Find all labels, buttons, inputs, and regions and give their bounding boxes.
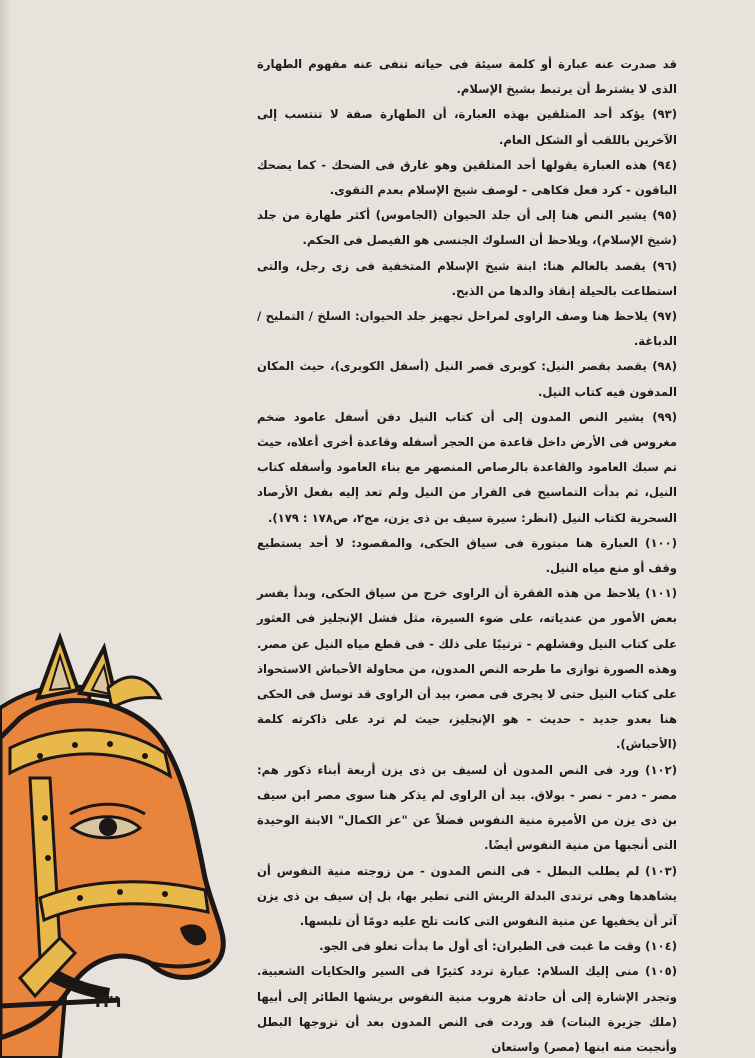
footnote-96: (٩٦) يقصد بالعالم هنا: ابنة شيخ الإسلام المتخفية فى زى رجل، والتى استطاعت بالحيلة إنقاذ والدها من الذبح. bbox=[257, 258, 677, 298]
footnote-98: (٩٨) يقصد بقصر النيل: كوبرى قصر النيل (أسفل الكوبرى)، حيث المكان المدفون فيه كتاب النيل. bbox=[257, 359, 677, 399]
footnote-94: (٩٤) هذه العبارة يقولها أحد المتلقين وهو غارق فى الضحك - كما يضحك الباقون - كرد فعل فكاهى - لوصف شيخ الإسلام بعدم التقوى. bbox=[257, 157, 677, 198]
footnote-95: (٩٥) يشير النص هنا إلى أن جلد الحيوان (الجاموس) أكثر طهارة من جلد (شيخ الإسلام)، ويلاحظ أن السلوك الجنسى هو الفيصل فى الحكم. bbox=[257, 208, 677, 248]
footnote-105: (١٠٥) منى إليك السلام: عبارة تردد كثيرًا فى السير والحكايات الشعبية. وتجدر الإشارة إلى أن حادثة هروب منية النفوس بريشها الطائر إلى أبيها (ملك جزيرة البنات) قد وردت فى النص المدون بعد أن تزوجها البطل وأنجبت منه ابنها (مصر) واستعان bbox=[257, 964, 677, 1054]
page-number: ١٣١ bbox=[92, 992, 124, 1012]
footnote-101: (١٠١) يلاحظ من هذه الفقرة أن الراوى خرج من سياق الحكى، وبدأ يفسر بعض الأمور من عندياته، على ضوء السيرة، مثل فشل الإنجليز فى العثور على كتاب النيل وفشلهم - ترتيبًا على ذلك - فى قطع مياه النيل عن مصر. وهذه الصورة توازى ما طرحه النص المدون، من محاولة الأحباش الاستحواذ على كتاب النيل حتى لا يجرى فى مصر، بيد أن الراوى قد توسل فى الحكى هنا بعدو جديد - حديث - هو الإنجليز، حيث لم ترد على ذاكرته كلمة (الأحباش). bbox=[257, 586, 677, 752]
footnote-102: (١٠٢) ورد فى النص المدون أن لسيف بن ذى يزن أربعة أبناء ذكور هم: مصر - دمر - نصر - بولاق. بيد أن الراوى لم يذكر هنا سوى مصر ابن سيف بن ذى يزن من الأميرة منية النفوس فضلاً عن "عز الكمال" الابنة الوحيدة التى أنجبها من منية النفوس أيضًا. bbox=[257, 762, 677, 853]
footnote-97: (٩٧) يلاحظ هنا وصف الراوى لمراحل تجهيز جلد الحيوان: السلخ / التمليح / الدباغة. bbox=[257, 309, 677, 349]
footnote-104: (١٠٤) وقت ما غبت فى الطيران: أى أول ما بدأت تعلو فى الجو. bbox=[319, 939, 677, 954]
footnote-93: (٩٣) يؤكد أحد المتلقين بهذه العبارة، أن الطهارة صفة لا تنتسب إلى الآخرين باللقب أو الشكل العام. bbox=[257, 107, 677, 147]
horse-plume bbox=[108, 677, 160, 708]
footnote-103: (١٠٣) لم يطلب البطل - فى النص المدون - من زوجته منية النفوس أن يشاهدها وهى ترتدى البدلة الريش التى تطير بها، بل إن سيف بن ذى يزن آثر أن يخفيها عن منية النفوس التى كانت تلح عليه دومًا أن تلبسها. bbox=[257, 863, 677, 928]
footnote-continuation: قد صدرت عنه عبارة أو كلمة سيئة فى حياته تنفى عنه مفهوم الطهارة الذى لا يشترط أن يرتبط بشيخ الإسلام. bbox=[257, 57, 677, 97]
footnote-99: (٩٩) يشير النص المدون إلى أن كتاب النيل دفن أسفل عامود ضخم مغروس فى الأرض داخل قاعدة من الحجر أسفله وقاعدة أخرى أعلاه، حيث تم سبك العامود والقاعدة بالرصاص المنصهر مع بناء العامود وأسفله كتاب النيل، ثم بدأت التماسيح فى الفرار من النيل ولم تعد إليه بفعل الأرصاد السحرية لكتاب النيل (انظر: سيرة سيف بن ذى يزن، مج٢، ص١٧٨ : ١٧٩). bbox=[257, 409, 677, 525]
footnotes-column bbox=[257, 52, 677, 1058]
footnote-100: (١٠٠) العبارة هنا مبتورة فى سياق الحكى، والمقصود: لا أحد يستطيع وقف أو منع مياه النيل. bbox=[257, 535, 677, 576]
